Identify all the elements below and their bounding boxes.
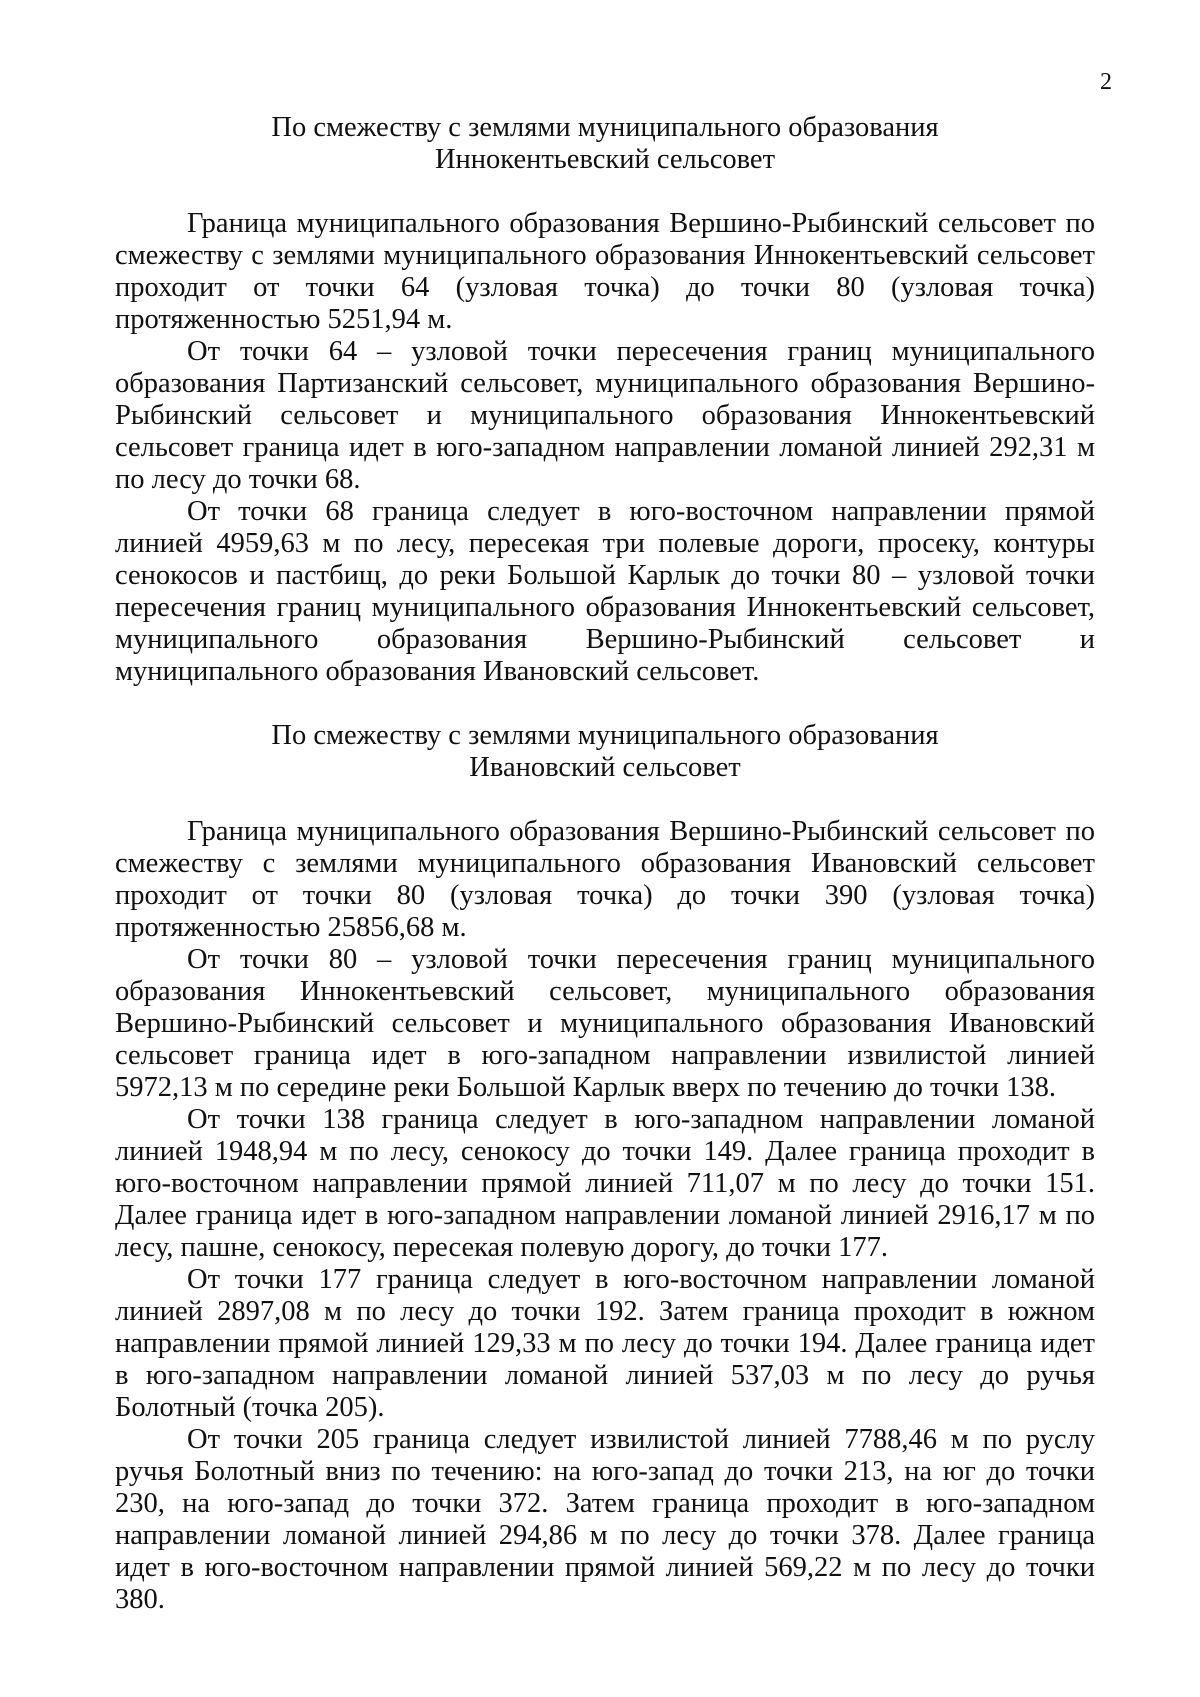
paragraph: От точки 205 граница следует извилистой линией 7788,46 м по руслу ручья Болотный вниз по течению: на юго-запад до точки 213, на юг до точки 230, на юго-запад до точки 372. Затем граница проходит в юго-западном направлении ломаной линией 294,86 м по лесу до точки 378. Далее граница идет в юго-восточном направлении прямой линией 569,22 м по лесу до точки 380. (115, 1424, 1095, 1615)
paragraph: Граница муниципального образования Вершино-Рыбинский сельсовет по смежеству с землями муниципального образования Ивановский сельсовет проходит от точки 80 (узловая точка) до точки 390 (узловая точка) протяженностью 25856,68 м. (115, 816, 1095, 943)
section-heading-line: Иннокентьевский сельсовет (434, 144, 776, 175)
document-body (115, 112, 1095, 1616)
paragraph: От точки 64 – узловой точки пересечения границ муниципального образования Партизанский сельсовет, муниципального образования Вершино-Рыбинский сельсовет и муниципального образования Иннокентьевский сельсовет граница идет в юго-западном направлении ломаной линией 292,31 м по лесу до точки 68. (115, 336, 1095, 495)
section-ivanovsky (115, 720, 1095, 1616)
section-heading (115, 112, 1095, 176)
section-heading-line: Ивановский сельсовет (469, 752, 741, 783)
section-heading-line: По смежеству с землями муниципального образования (271, 720, 939, 751)
section-heading (115, 720, 1095, 784)
paragraph: От точки 138 граница следует в юго-западном направлении ломаной линией 1948,94 м по лесу, сенокосу до точки 149. Далее граница проходит в юго-восточном направлении прямой линией 711,07 м по лесу до точки 151. Далее граница идет в юго-западном направлении ломаной линией 2916,17 м по лесу, пашне, сенокосу, пересекая полевую дорогу, до точки 177. (115, 1104, 1095, 1263)
paragraph: От точки 177 граница следует в юго-восточном направлении ломаной линией 2897,08 м по лесу до точки 192. Затем граница проходит в южном направлении прямой линией 129,33 м по лесу до точки 194. Далее граница идет в юго-западном направлении ломаной линией 537,03 м по лесу до ручья Болотный (точка 205). (115, 1264, 1095, 1423)
paragraph: От точки 68 граница следует в юго-восточном направлении прямой линией 4959,63 м по лесу, пересекая три полевые дороги, просеку, контуры сенокосов и пастбищ, до реки Большой Карлык до точки 80 – узловой точки пересечения границ муниципального образования Иннокентьевский сельсовет, муниципального образования Вершино-Рыбинский сельсовет и муниципального образования Ивановский сельсовет. (115, 496, 1095, 687)
paragraph: От точки 80 – узловой точки пересечения границ муниципального образования Иннокентьевский сельсовет, муниципального образования Вершино-Рыбинский сельсовет и муниципального образования Ивановский сельсовет граница идет в юго-западном направлении извилистой линией 5972,13 м по середине реки Большой Карлык вверх по течению до точки 138. (115, 944, 1095, 1103)
page-number: 2 (1100, 69, 1112, 95)
section-innokentievsky (115, 112, 1095, 688)
paragraph: Граница муниципального образования Вершино-Рыбинский сельсовет по смежеству с землями муниципального образования Иннокентьевский сельсовет проходит от точки 64 (узловая точка) до точки 80 (узловая точка) протяженностью 5251,94 м. (115, 208, 1095, 335)
section-heading-line: По смежеству с землями муниципального образования (271, 112, 939, 143)
